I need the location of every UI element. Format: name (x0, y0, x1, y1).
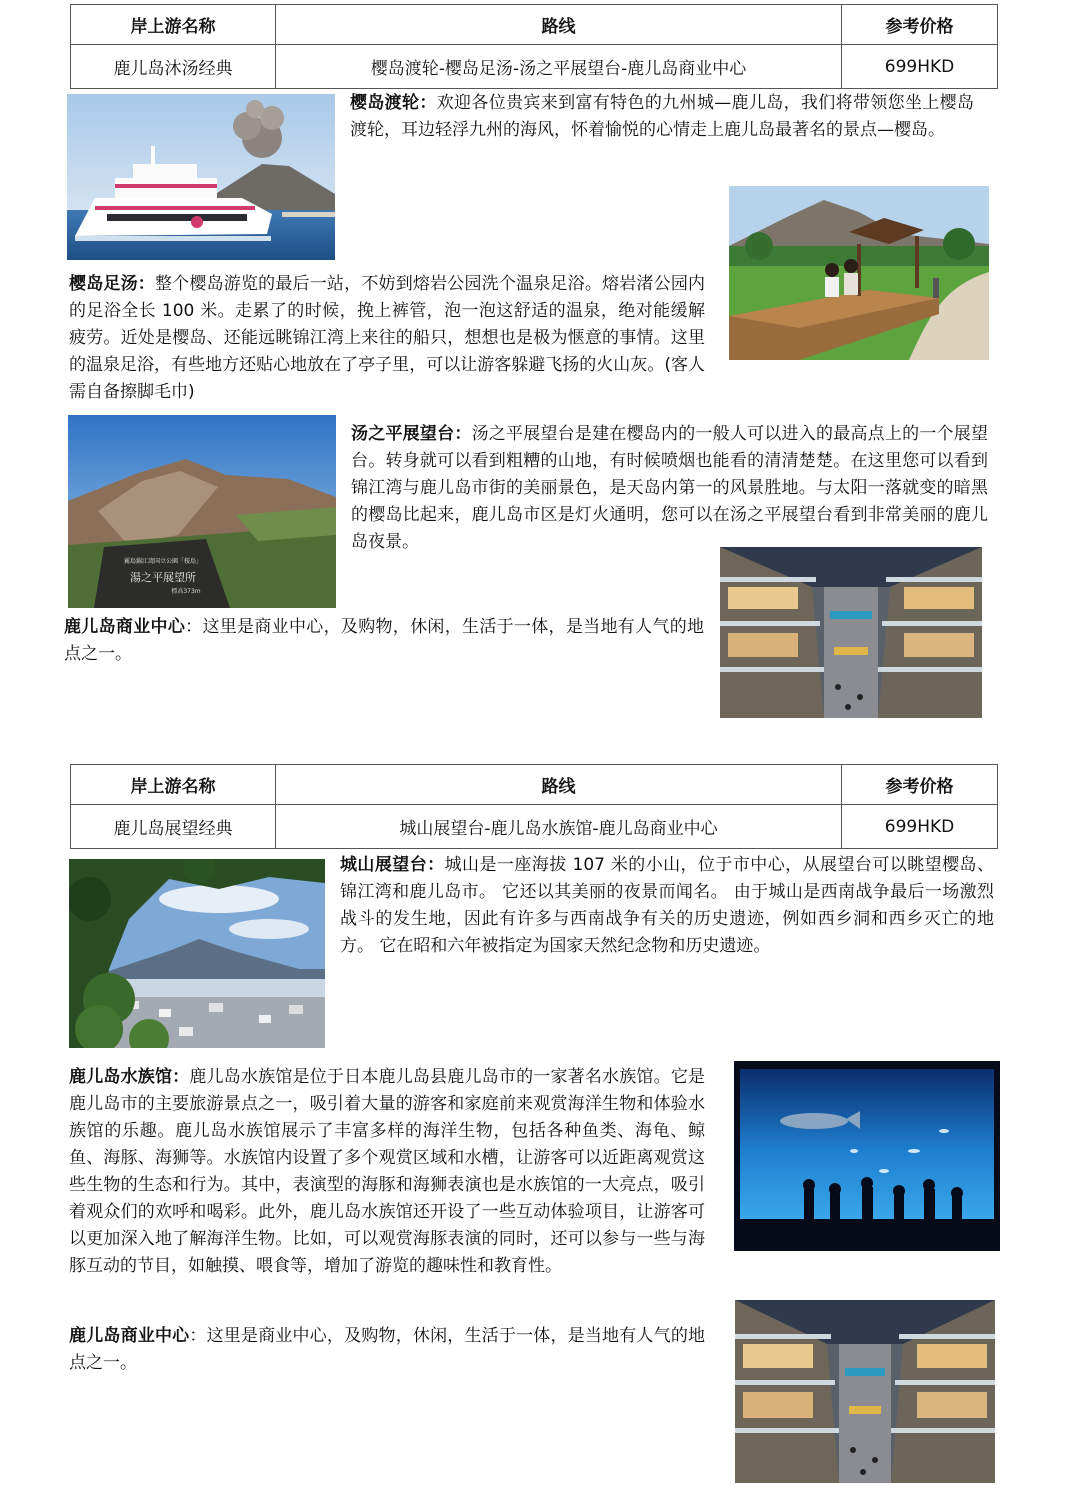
tour-route: 城山展望台-鹿儿岛水族馆-鹿儿岛商业中心 (276, 805, 842, 849)
route-table-2 (70, 764, 998, 849)
shiroyama-photo (69, 859, 325, 1048)
header-name: 岸上游名称 (71, 765, 276, 805)
tour-price: 699HKD (842, 805, 998, 849)
mall-text-2: ：这里是商业中心，及购物，休闲，生活于一体，是当地有人气的地点之一。 (69, 1326, 706, 1373)
ferry-photo (67, 94, 335, 260)
ferry-description (350, 90, 974, 144)
yunohira-description (351, 421, 988, 556)
footbath-text: 整个樱岛游览的最后一站，不妨到熔岩公园洗个温泉足浴。熔岩渚公园内的足浴全长 100 米。走累了的时候，挽上裤管，泡一泡这舒适的温泉，绝对能缓解疲劳。近处是樱岛、还能远眺锦江湾上来往的船只，想想也是极为惬意的事情。这里的温泉足浴，有些地方还贴心地放在了亭子里，可以让游客躲避飞扬的火山灰。(客人需自备擦脚毛巾) (69, 274, 706, 402)
aquarium-title: 鹿儿岛水族馆： (69, 1067, 190, 1087)
mall-photo (735, 1300, 995, 1483)
tour-name: 鹿儿岛沐汤经典 (71, 45, 276, 89)
header-route: 路线 (276, 765, 842, 805)
header-price: 参考价格 (842, 5, 998, 45)
monument-line-2: 湯之平展望所 (130, 571, 196, 584)
shiroyama-description (340, 852, 994, 960)
mall-title-1: 鹿儿岛商业中心 (64, 617, 186, 637)
mall-photo (720, 547, 982, 718)
aquarium-description (69, 1064, 705, 1280)
monument-line-3: 標高373m (171, 588, 201, 595)
mall-text-1: ：这里是商业中心，及购物，休闲，生活于一体，是当地有人气的地点之一。 (64, 617, 705, 664)
tour-name: 鹿儿岛展望经典 (71, 805, 276, 849)
header-route: 路线 (276, 5, 842, 45)
tour-price: 699HKD (842, 45, 998, 89)
footbath-photo (729, 186, 989, 360)
ferry-title: 樱岛渡轮： (350, 93, 437, 113)
tour-route: 樱岛渡轮-樱岛足汤-汤之平展望台-鹿儿岛商业中心 (276, 45, 842, 89)
shiroyama-text: 城山是一座海拔 107 米的小山，位于市中心，从展望台可以眺望樱岛、锦江湾和鹿儿岛市。 它还以其美丽的夜景而闻名。 由于城山是西南战争最后一场激烈战斗的发生地，因此有许多与西南战争有关的历史遗迹，例如西乡洞和西乡灭亡的地方。 它在昭和六年被指定为国家天然纪念物和历史遗迹。 (340, 855, 994, 956)
aquarium-text: 鹿儿岛水族馆是位于日本鹿儿岛县鹿儿岛市的一家著名水族馆。它是鹿儿岛市的主要旅游景点之一，吸引着大量的游客和家庭前来观赏海洋生物和体验水族馆的乐趣。鹿儿岛水族馆展示了丰富多样的海洋生物，包括各种鱼类、海龟、鲸鱼、海豚、海狮等。水族馆内设置了多个观赏区域和水槽，让游客可以近距离观赏这些生物的生态和行为。其中，表演型的海豚和海狮表演也是水族馆的一大亮点，吸引着观众们的欢呼和喝彩。此外，鹿儿岛水族馆还开设了一些互动体验项目，让游客可以更加深入地了解海洋生物。比如，可以观赏海豚表演的同时，还可以参与一些与海豚互动的节目，如触摸、喂食等，增加了游览的趣味性和教育性。 (69, 1067, 706, 1276)
table-header-row (71, 765, 998, 805)
ferry-text: 欢迎各位贵宾来到富有特色的九州城—鹿儿岛，我们将带领您坐上樱岛渡轮，耳边轻浮九州的海风，怀着愉悦的心情走上鹿儿岛最著名的景点—樱岛。 (350, 93, 975, 140)
aquarium-photo (734, 1061, 1000, 1251)
route-table-1 (70, 4, 998, 89)
table-row (71, 805, 998, 849)
shiroyama-title: 城山展望台： (340, 855, 445, 875)
yunohira-photo (68, 415, 336, 608)
yunohira-text: 汤之平展望台是建在樱岛内的一般人可以进入的最高点上的一个展望台。转身就可以看到粗糟的山地，有时候喷烟也能看的清清楚楚。在这里您可以看到锦江湾与鹿儿岛市街的美丽景色，是天岛内第一的风景胜地。与太阳一落就变的暗黑的樱岛比起来，鹿儿岛市区是灯火通明，您可以在汤之平展望台看到非常美丽的鹿儿岛夜景。 (351, 424, 989, 552)
mall-description-2 (69, 1323, 705, 1377)
footbath-description (69, 271, 705, 406)
mall-title-2: 鹿儿岛商业中心 (69, 1326, 190, 1346)
header-name: 岸上游名称 (71, 5, 276, 45)
monument-line-1: 霧島錦江湾国立公園「桜島」 (123, 558, 203, 565)
footbath-title: 樱岛足汤： (69, 274, 155, 294)
table-header-row (71, 5, 998, 45)
header-price: 参考价格 (842, 765, 998, 805)
yunohira-title: 汤之平展望台： (351, 424, 472, 444)
table-row (71, 45, 998, 89)
mall-description-1 (64, 614, 704, 668)
